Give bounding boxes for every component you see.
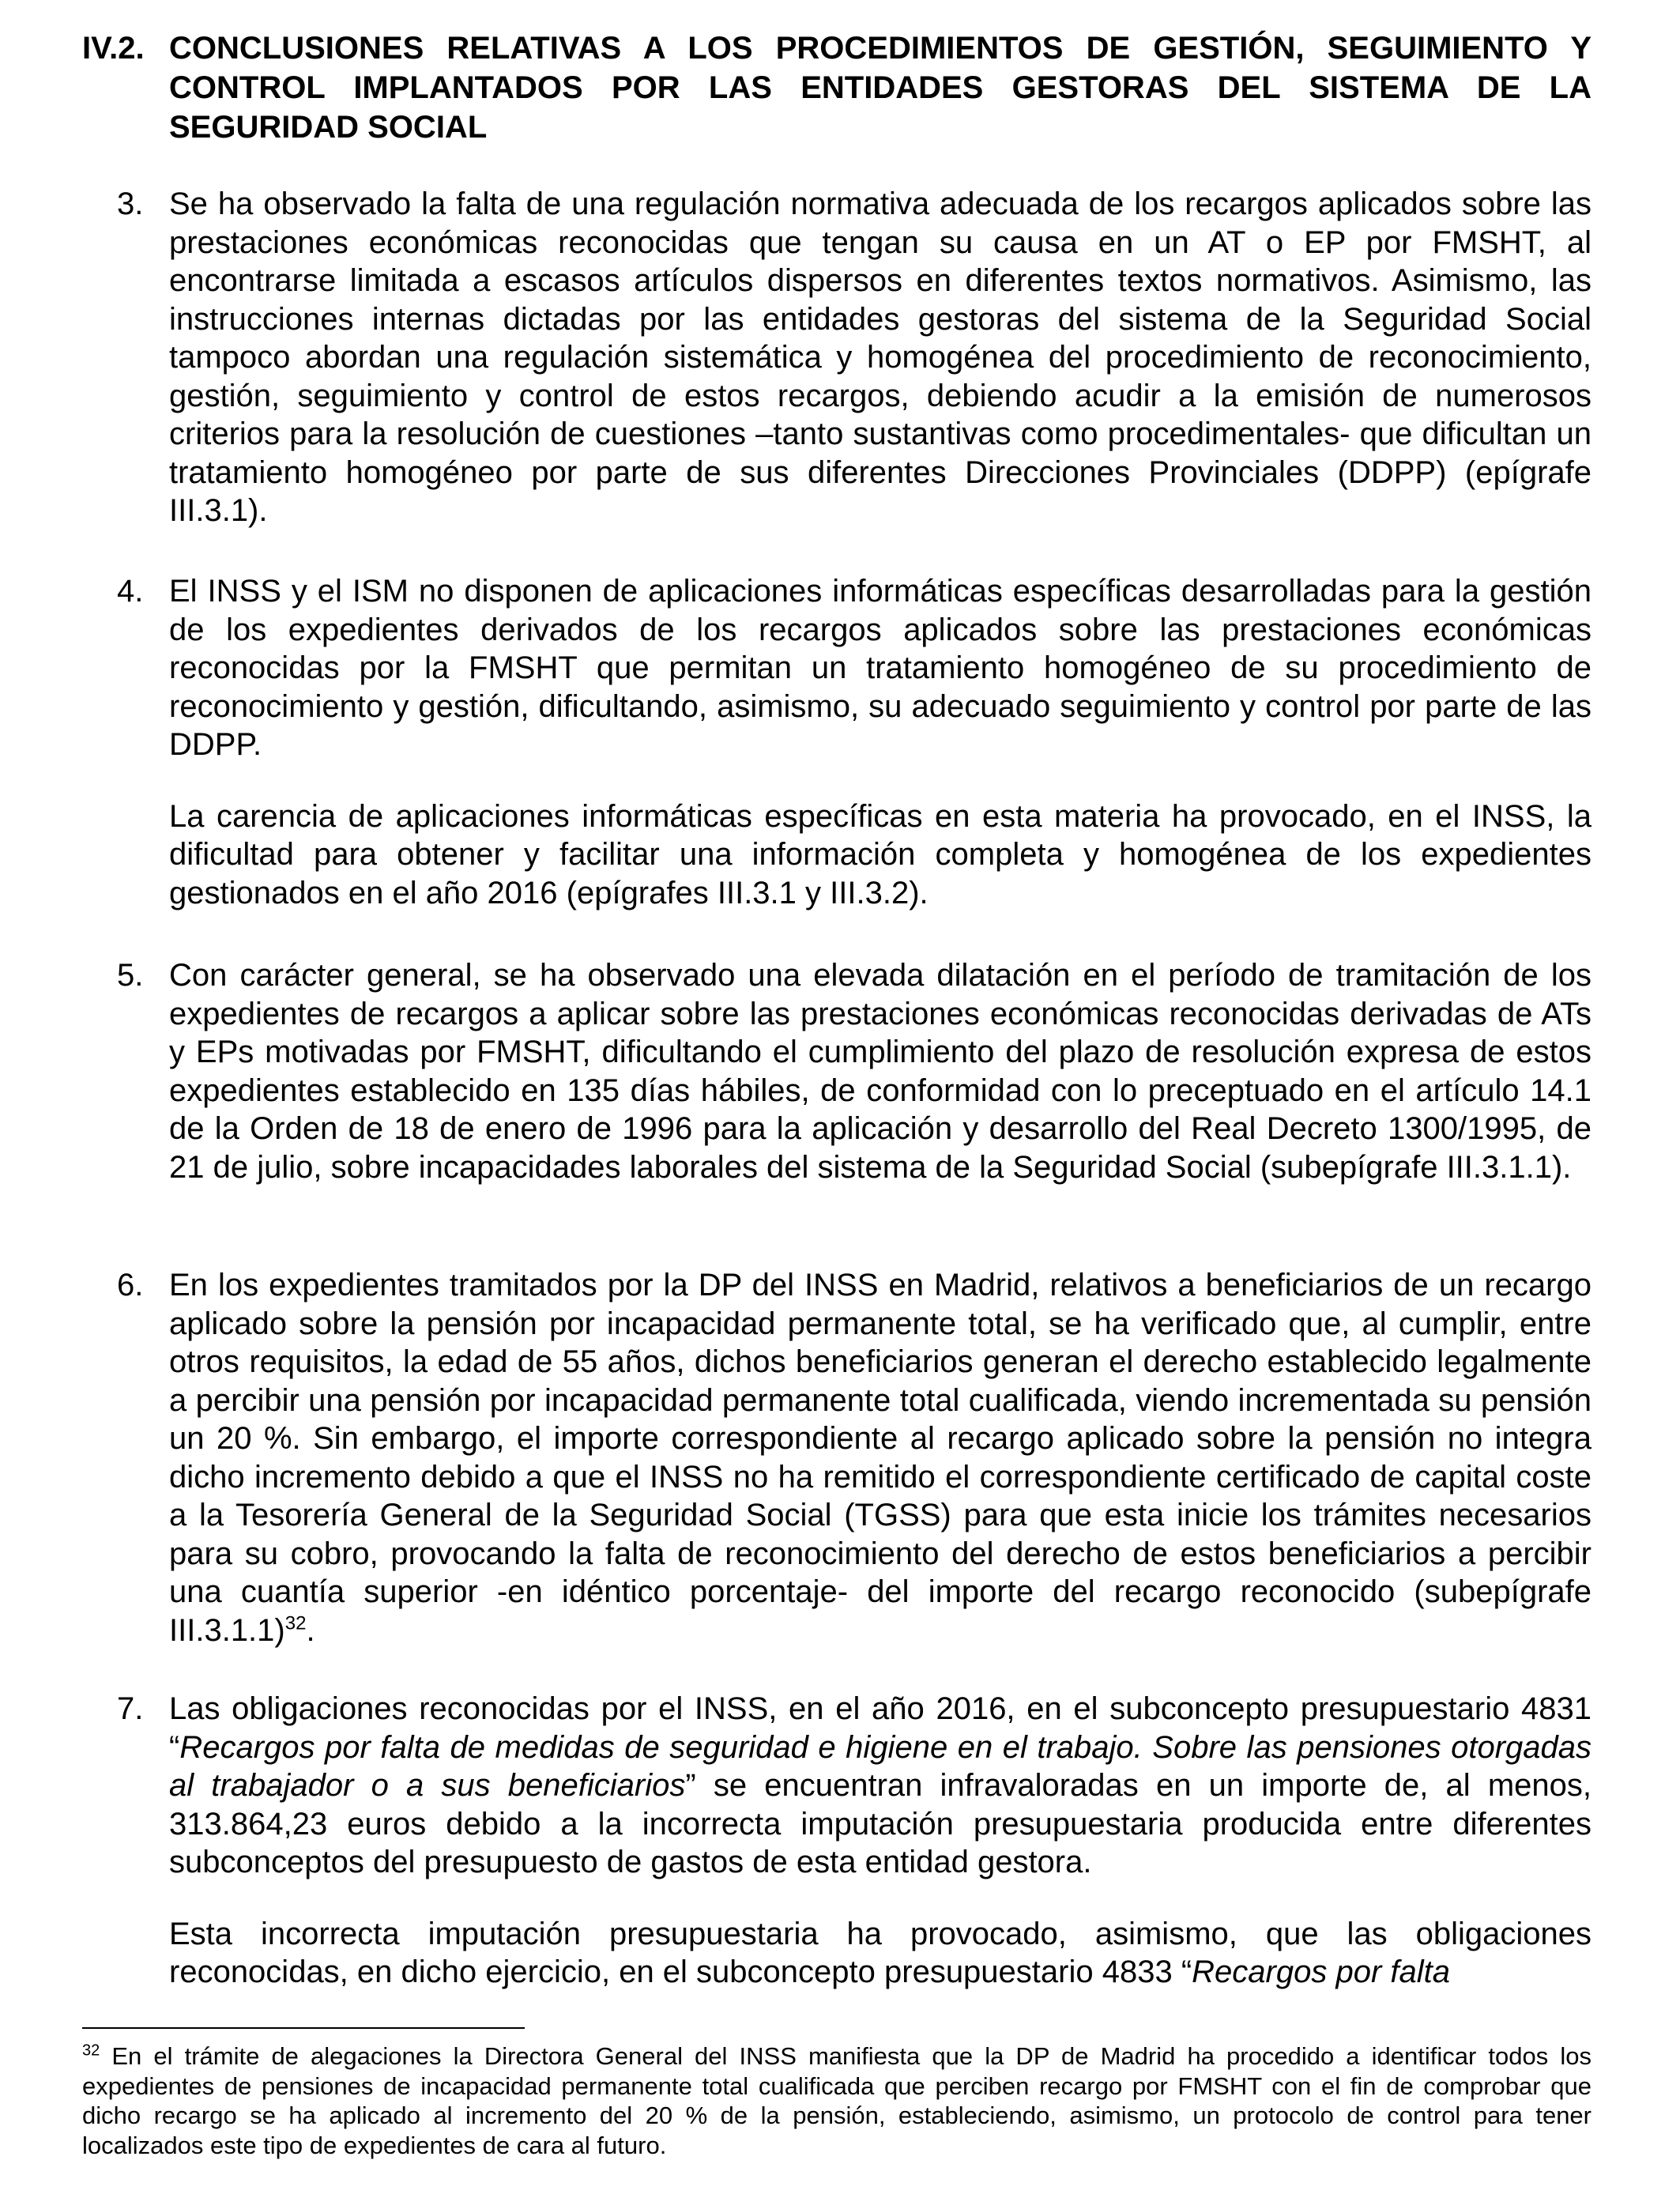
item-number: 7. <box>117 1691 144 1726</box>
item-number: 5. <box>117 958 144 993</box>
item-paragraph <box>169 1266 1591 1649</box>
item-paragraph: Con carácter general, se ha observado una elevada dilatación en el período de tramitación de los expedientes de recargos a aplicar sobre las prestaciones económicas reconocidas derivadas de ATs y EPs motivadas por FMSHT, dificultando el cumplimiento del plazo de resolución expresa de estos expedientes establecido en 135 días hábiles, de conformidad con lo preceptuado en el artículo 14.1 de la Orden de 18 de enero de 1996 para la aplicación y desarrollo del Real Decreto 1300/1995, de 21 de julio, sobre incapacidades laborales del sistema de la Seguridad Social (subepígrafe III.3.1.1). <box>169 958 1591 1185</box>
section-number: IV.2. <box>82 31 145 66</box>
item-paragraph: Se ha observado la falta de una regulación normativa adecuada de los recargos aplicados sobre las prestaciones económicas reconocidas que tengan su causa en un AT o EP por FMSHT, al encontrarse limitada a escasos artículos dispersos en diferentes textos normativos. Asimismo, las instrucciones internas dictadas por las entidades gestoras del sistema de la Seguridad Social tampoco abordan una regulación sistemática y homogénea del procedimiento de reconocimiento, gestión, seguimiento y control de estos recargos, debiendo acudir a la emisión de numerosos criterios para la resolución de cuestiones –tanto sustantivas como procedimentales- que dificultan un tratamiento homogéneo por parte de sus diferentes Direcciones Provinciales (DDPP) (epígrafe III.3.1). <box>169 187 1591 528</box>
footnote-number: 32 <box>82 2041 100 2060</box>
item-text-end: . <box>306 1612 315 1648</box>
item-text-a: Las obligaciones reconocidas por el INSS, en el año 2016, en el subconcepto presupuestario 4831 “ <box>169 1691 1591 1765</box>
item-paragraph-2 <box>169 1915 1591 1992</box>
conclusion-item-5 <box>87 956 1591 1186</box>
item-number: 6. <box>117 1268 144 1302</box>
item-paragraph: El INSS y el ISM no disponen de aplicaciones informáticas específicas desarrolladas para la gestión de los expedientes derivados de los recargos aplicados sobre las prestaciones económicas reconocidas por la FMSHT que permitan un tratamiento homogéneo de su procedimiento de reconocimiento y gestión, dificultando, asimismo, su adecuado seguimiento y control por parte de las DDPP. <box>169 574 1591 762</box>
conclusion-item-6 <box>87 1266 1591 1649</box>
section-heading <box>82 28 1591 147</box>
item-number: 4. <box>117 574 144 609</box>
item-text-italic: Recargos por falta de medidas de seguridad e higiene en el trabajo. Sobre las pensiones otorgadas al trabajador o a sus beneficiarios <box>169 1729 1591 1803</box>
item-paragraph-2: La carencia de aplicaciones informáticas específicas en esta materia ha provocado, en el INSS, la dificultad para obtener y facilitar una información completa y homogénea de los expedientes gestionados en el año 2016 (epígrafes III.3.1 y III.3.2). <box>169 798 1591 910</box>
footnote-reference: 32 <box>284 1612 307 1634</box>
item-text2-a: Esta incorrecta imputación presupuestaria ha provocado, asimismo, que las obligaciones reconocidas, en dicho ejercicio, en el subconcepto presupuestario 4833 “ <box>169 1916 1591 1989</box>
footnote <box>82 2041 1591 2160</box>
footnote-text: En el trámite de alegaciones la Directora General del INSS manifiesta que la DP de Madrid ha procedido a identificar todos los expedientes de pensiones de incapacidad permanente total cualificada que perciben recargo por FMSHT con el fin de comprobar que dicho recargo se ha aplicado al incremento del 20 % de la pensión, estableciendo, asimismo, un protocolo de control para tener localizados este tipo de expedientes de cara al futuro. <box>82 2042 1591 2159</box>
footnote-separator <box>82 2027 525 2029</box>
item-number: 3. <box>117 187 144 221</box>
item-text-b: ” se encuentran infravaloradas en un importe de, al menos, 313.864,23 euros debido a la incorrecta imputación presupuestaria producida entre diferentes subconceptos del presupuesto de gastos de esta entidad gestora. <box>169 1768 1592 1879</box>
conclusion-item-7 <box>87 1690 1591 1992</box>
item-text: En los expedientes tramitados por la DP del INSS en Madrid, relativos a beneficiarios de un recargo aplicado sobre la pensión por incapacidad permanente total, se ha verificado que, al cumplir, entre otros requisitos, la edad de 55 años, dichos beneficiarios generan el derecho establecido legalmente a percibir una pensión por incapacidad permanente total cualificada, viendo incrementada su pensión un 20 %. Sin embargo, el importe correspondiente al recargo aplicado sobre la pensión no integra dicho incremento debido a que el INSS no ha remitido el correspondiente certificado de capital coste a la Tesorería General de la Seguridad Social (TGSS) para que esta inicie los trámites necesarios para su cobro, provocando la falta de reconocimiento del derecho de estos beneficiarios a percibir una cuantía superior -en idéntico porcentaje- del importe del recargo reconocido (subepígrafe III.3.1.1) <box>169 1268 1591 1648</box>
item-paragraph <box>169 1690 1591 1882</box>
conclusion-item-3 <box>87 185 1591 530</box>
item-text2-italic: Recargos por falta <box>1192 1955 1450 1989</box>
conclusion-item-4 <box>87 572 1591 912</box>
section-title: CONCLUSIONES RELATIVAS A LOS PROCEDIMIENTOS DE GESTIÓN, SEGUIMIENTO Y CONTROL IMPLANTADOS POR LAS ENTIDADES GESTORAS DEL SISTEMA DE LA SEGURIDAD SOCIAL <box>169 31 1591 145</box>
